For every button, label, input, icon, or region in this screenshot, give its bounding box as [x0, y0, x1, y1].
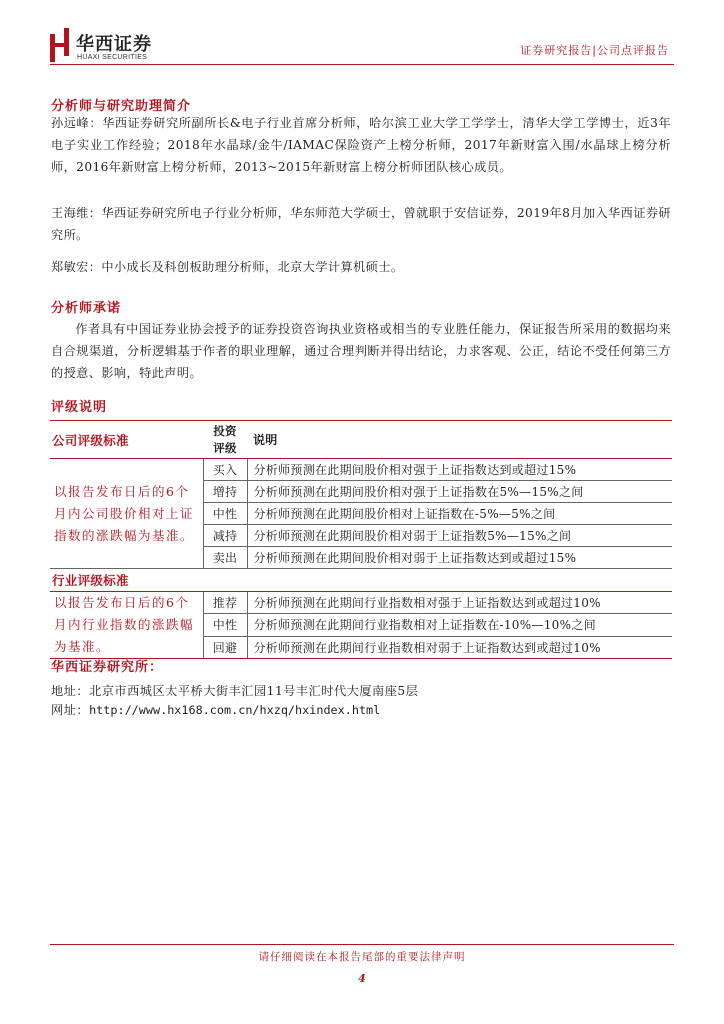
institute-address	[51, 682, 418, 699]
footer-divider	[50, 944, 674, 945]
rating-desc: 分析师预测在此期间股价相对弱于上证指数5%—15%之间	[247, 525, 672, 547]
industry-header-row	[50, 569, 672, 592]
rating-title: 评级说明	[51, 400, 108, 415]
logo-name-en: HUAXI SECURITIES	[77, 54, 148, 61]
analyst-bio-2: 王海维：华西证券研究所电子行业分析师，华东师范大学硕士，曾就职于安信证券，2019年8月加入华西证券研究所。	[51, 206, 671, 242]
rating-desc: 分析师预测在此期间股价相对上证指数在-5%—5%之间	[247, 503, 672, 525]
company-rating-header: 公司评级标准	[50, 421, 203, 459]
footer-notice: 请仔细阅读在本报告尾部的重要法律声明	[258, 951, 466, 963]
huaxi-logo-icon	[50, 28, 70, 62]
address-value: 北京市西城区太平桥大街丰汇园11号丰汇时代大厦南座5层	[89, 684, 419, 698]
rating-label: 中性	[203, 614, 247, 636]
page-number: 4	[358, 972, 366, 985]
rating-table-header	[50, 421, 672, 459]
rating-desc: 分析师预测在此期间行业指数相对上证指数在-10%—10%之间	[247, 614, 672, 636]
industry-basis: 以报告发布日后的6个月内行业指数的涨跌幅为基准。	[50, 592, 203, 659]
institute-web	[51, 701, 380, 718]
commitment-text: 作者具有中国证券业协会授予的证券投资咨询执业资格或相当的专业胜任能力，保证报告所采用的数据均来自合规渠道，分析逻辑基于作者的职业理解，通过合理判断并得出结论，力求客观、公正，结论不受任何第三方的授意、影响，特此声明。	[51, 322, 671, 380]
table-row	[50, 592, 672, 614]
rating-label: 中性	[203, 503, 247, 525]
rating-label: 减持	[203, 525, 247, 547]
report-type: 证券研究报告|公司点评报告	[520, 44, 669, 57]
company-basis: 以报告发布日后的6个月内公司股价相对上证指数的涨跌幅为基准。	[50, 459, 203, 569]
rating-desc: 分析师预测在此期间股价相对弱于上证指数达到或超过15%	[247, 547, 672, 569]
table-row	[50, 459, 672, 481]
rating-desc: 分析师预测在此期间股价相对强于上证指数在5%—15%之间	[247, 481, 672, 503]
rating-desc: 分析师预测在此期间行业指数相对弱于上证指数达到或超过10%	[247, 636, 672, 658]
logo-name-cn: 华西证券	[76, 34, 152, 55]
address-label: 地址：	[51, 684, 90, 698]
rating-label: 增持	[203, 481, 247, 503]
rating-table	[50, 420, 672, 659]
commitment-title: 分析师承诺	[51, 301, 122, 316]
rating-label: 买入	[203, 459, 247, 481]
industry-rating-header: 行业评级标准	[50, 569, 203, 592]
analysts-title: 分析师与研究助理简介	[51, 99, 192, 114]
institute-title: 华西证券研究所：	[51, 660, 164, 675]
rating-label: 卖出	[203, 547, 247, 569]
rating-desc: 分析师预测在此期间股价相对强于上证指数达到或超过15%	[247, 459, 672, 481]
rating-label: 回避	[203, 636, 247, 658]
rating-label: 推荐	[203, 592, 247, 614]
header-divider	[50, 64, 674, 65]
rating-desc: 分析师预测在此期间行业指数相对强于上证指数达到或超过10%	[247, 592, 672, 614]
web-link[interactable]: http://www.hx168.com.cn/hxzq/hxindex.html	[89, 703, 381, 717]
col-desc-header: 说明	[247, 421, 672, 459]
web-label: 网址：	[51, 703, 90, 717]
col-rating-header: 投资评级	[203, 421, 247, 459]
analyst-bio-1: 孙远峰：华西证券研究所副所长&电子行业首席分析师，哈尔滨工业大学工学学士，清华大学工学博士，近3年电子实业工作经验；2018年水晶球/金牛/IAMAC保险资产上榜分析师，2017年新财富入围/水晶球上榜分析师，2016年新财富上榜分析师，2013~2015年新财富上榜分析师团队核心成员。	[51, 116, 671, 174]
analyst-bio-3: 郑敏宏：中小成长及科创板助理分析师，北京大学计算机硕士。	[51, 260, 404, 274]
